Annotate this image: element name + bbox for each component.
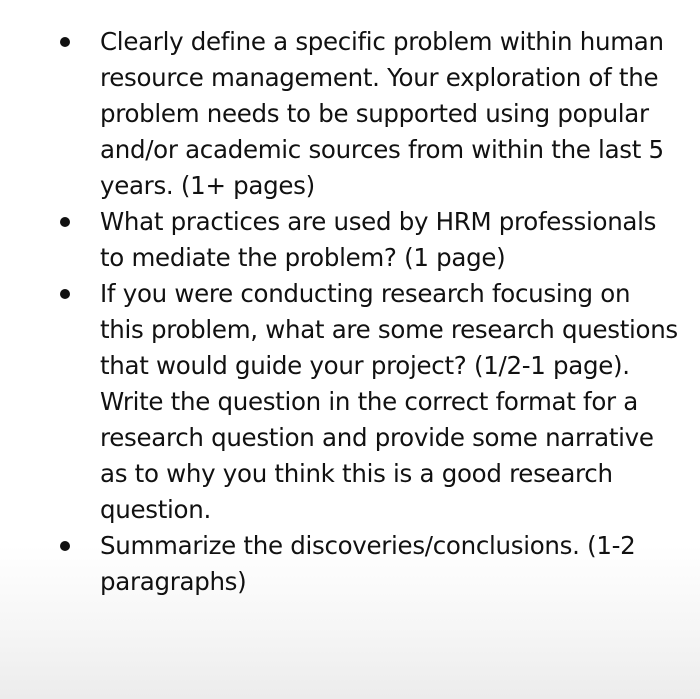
requirements-list bbox=[100, 24, 680, 600]
list-item bbox=[100, 24, 680, 204]
list-item bbox=[100, 276, 680, 528]
list-item-text: Summarize the discoveries/conclusions. (1-2 paragraphs) bbox=[100, 531, 636, 596]
list-item-text: If you were conducting research focusing on this problem, what are some research questions that would guide your project? (1/2-1 page). Write the question in the correct format for a research question and provide some narrative as to why you think this is a good research question. bbox=[100, 279, 678, 524]
list-item bbox=[100, 528, 680, 600]
list-item-text: Clearly define a specific problem within human resource management. Your exploration of the problem needs to be supported using popular and/or academic sources from within the last 5 years. (1+ pages) bbox=[100, 27, 664, 200]
bullet-dot-icon bbox=[60, 37, 70, 47]
bullet-dot-icon bbox=[60, 289, 70, 299]
list-item-text: What practices are used by HRM professionals to mediate the problem? (1 page) bbox=[100, 207, 657, 272]
list-item bbox=[100, 204, 680, 276]
bullet-dot-icon bbox=[60, 541, 70, 551]
bullet-dot-icon bbox=[60, 217, 70, 227]
